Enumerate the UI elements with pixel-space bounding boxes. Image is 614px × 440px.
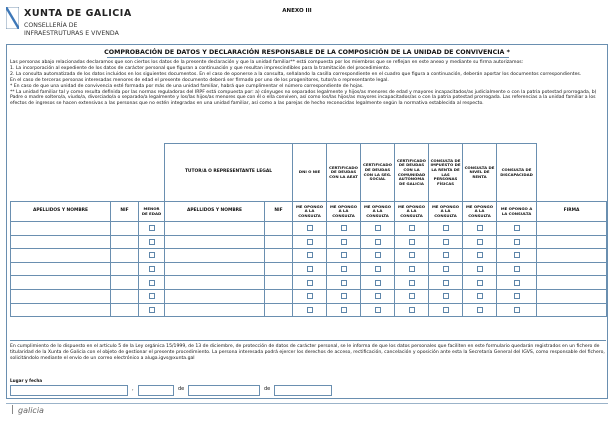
comma-separator: , <box>132 386 134 392</box>
checkbox[interactable] <box>341 266 347 272</box>
checkbox-cell <box>139 262 165 276</box>
oppose-label: ME OPONGO A LA CONSULTA <box>429 202 463 222</box>
checkbox[interactable] <box>409 225 415 231</box>
checkbox[interactable] <box>375 239 381 245</box>
checkbox[interactable] <box>514 280 520 286</box>
checkbox[interactable] <box>409 252 415 258</box>
checkbox-cell <box>327 276 361 290</box>
table-row <box>11 262 607 276</box>
checkbox-cell <box>497 235 537 249</box>
checkbox-cell <box>497 249 537 263</box>
checkbox-cell <box>429 249 463 263</box>
checkbox-cell <box>293 289 327 303</box>
checkbox[interactable] <box>307 293 313 299</box>
checkbox[interactable] <box>409 239 415 245</box>
checkbox-cell <box>361 276 395 290</box>
checkbox-cell <box>293 249 327 263</box>
checkbox[interactable] <box>341 280 347 286</box>
checkbox[interactable] <box>149 225 155 231</box>
checkbox[interactable] <box>409 266 415 272</box>
checkbox-cell <box>327 289 361 303</box>
checkbox-cell <box>327 222 361 236</box>
text-cell[interactable] <box>111 276 139 290</box>
checkbox-cell <box>429 235 463 249</box>
signature-cell[interactable] <box>537 222 607 236</box>
checkbox[interactable] <box>409 293 415 299</box>
checkbox[interactable] <box>443 239 449 245</box>
oppose-label: ME OPONGO A LA CONSULTA <box>497 202 537 222</box>
checkbox[interactable] <box>375 225 381 231</box>
checkbox-cell <box>327 249 361 263</box>
checkbox-cell <box>395 289 429 303</box>
checkbox-cell <box>293 303 327 317</box>
intro-paragraph: 2. La consulta automatizada de los datos incluidos en los siguientes documentos. En el caso de oponerse a la consulta, señalando la casilla correspondiente en el cuadro que figura a continuación, deberán aportar los documentos correspondientes. <box>10 71 582 77</box>
checkbox[interactable] <box>149 280 155 286</box>
table-header-row <box>11 144 607 202</box>
checkbox-cell <box>497 289 537 303</box>
signature-cell[interactable] <box>537 303 607 317</box>
oppose-label: ME OPONGO A LA CONSULTA <box>361 202 395 222</box>
year-field[interactable] <box>274 385 332 396</box>
checkbox[interactable] <box>443 252 449 258</box>
checkbox-cell <box>139 222 165 236</box>
intro-paragraph: * En caso de que una unidad de convivencia esté formada por más de una unidad familiar, habrá que cumplimentar el número correspondiente de hojas. <box>10 83 364 89</box>
department-name: CONSELLERÍA DE INFRAESTRUTURAS E VIVENDA <box>24 22 119 37</box>
checkbox[interactable] <box>307 252 313 258</box>
table-row <box>11 249 607 263</box>
checkbox[interactable] <box>477 293 483 299</box>
checkbox[interactable] <box>443 266 449 272</box>
checkbox-cell <box>429 222 463 236</box>
text-cell[interactable] <box>11 235 111 249</box>
de-separator: de <box>178 386 185 392</box>
checkbox-cell <box>497 262 537 276</box>
checkbox-cell <box>463 222 497 236</box>
checkbox-cell <box>497 303 537 317</box>
checkbox-cell <box>361 235 395 249</box>
signature-cell[interactable] <box>537 276 607 290</box>
checkbox-cell <box>395 262 429 276</box>
text-cell[interactable] <box>111 235 139 249</box>
col-tutor-nif: NIF <box>265 202 293 222</box>
checkbox[interactable] <box>149 252 155 258</box>
text-cell[interactable] <box>165 276 265 290</box>
checkbox-cell <box>293 222 327 236</box>
checkbox[interactable] <box>375 252 381 258</box>
checkbox-cell <box>361 262 395 276</box>
checkbox[interactable] <box>477 252 483 258</box>
checkbox[interactable] <box>341 239 347 245</box>
col-tutor-apellidos: APELLIDOS Y NOMBRE <box>165 202 265 222</box>
text-cell[interactable] <box>11 222 111 236</box>
text-cell[interactable] <box>165 222 265 236</box>
text-cell[interactable] <box>265 262 293 276</box>
text-cell[interactable] <box>265 249 293 263</box>
col-galicia: CERTIFICADO DE DEUDAS CON LA COMUNIDAD AUTÓNOMA DE GALICIA <box>395 144 429 202</box>
galicia-flag-icon <box>6 7 19 29</box>
checkbox-cell <box>395 276 429 290</box>
checkbox[interactable] <box>307 266 313 272</box>
text-cell[interactable] <box>111 222 139 236</box>
col-menor: MENOR DE EDAD <box>139 202 165 222</box>
text-cell[interactable] <box>165 262 265 276</box>
checkbox-cell <box>497 222 537 236</box>
col-discapacidad: CONSULTA DE DISCAPACIDAD <box>497 144 537 202</box>
checkbox-cell <box>429 276 463 290</box>
checkbox-cell <box>463 262 497 276</box>
table-body <box>11 222 607 317</box>
place-field[interactable] <box>10 385 128 396</box>
checkbox-cell <box>139 249 165 263</box>
checkbox[interactable] <box>477 225 483 231</box>
checkbox-cell <box>139 235 165 249</box>
signature-cell[interactable] <box>537 289 607 303</box>
checkbox[interactable] <box>477 239 483 245</box>
signature-cell[interactable] <box>537 262 607 276</box>
signature-cell[interactable] <box>537 249 607 263</box>
text-cell[interactable] <box>111 262 139 276</box>
checkbox[interactable] <box>443 293 449 299</box>
col-apellidos: APELLIDOS Y NOMBRE <box>11 202 111 222</box>
checkbox[interactable] <box>514 307 520 313</box>
checkbox[interactable] <box>409 307 415 313</box>
checkbox-cell <box>463 303 497 317</box>
checkbox-cell <box>327 235 361 249</box>
text-cell[interactable] <box>11 262 111 276</box>
checkbox-cell <box>139 289 165 303</box>
checkbox[interactable] <box>443 280 449 286</box>
legal-notice <box>10 344 606 362</box>
intro-text <box>10 60 606 107</box>
checkbox-cell <box>429 303 463 317</box>
oppose-label: ME OPONGO A LA CONSULTA <box>463 202 497 222</box>
month-field[interactable] <box>188 385 260 396</box>
checkbox-cell <box>429 289 463 303</box>
signature-cell[interactable] <box>537 235 607 249</box>
checkbox-cell <box>293 235 327 249</box>
checkbox[interactable] <box>307 307 313 313</box>
checkbox[interactable] <box>307 225 313 231</box>
checkbox-cell <box>395 222 429 236</box>
col-dni: DNI O NIE <box>293 144 327 202</box>
text-cell[interactable] <box>111 249 139 263</box>
intro-paragraph: En el caso de terceras personas interesadas menores de edad el presente documento deberá ser firmado por uno de los progenitores, tutor/a o representante legal. <box>10 77 389 83</box>
text-cell[interactable] <box>11 276 111 290</box>
checkbox-cell <box>463 289 497 303</box>
checkbox[interactable] <box>375 266 381 272</box>
text-cell[interactable] <box>11 289 111 303</box>
form-title: COMPROBACIÓN DE DATOS Y DECLARACIÓN RESPONSABLE DE LA COMPOSICIÓN DE LA UNIDAD DE CONVIVENCIA * <box>104 49 510 56</box>
table-row <box>11 222 607 236</box>
checkbox-cell <box>361 249 395 263</box>
checkbox[interactable] <box>477 266 483 272</box>
checkbox-cell <box>361 289 395 303</box>
checkbox[interactable] <box>443 225 449 231</box>
members-table <box>10 143 607 317</box>
checkbox[interactable] <box>514 225 520 231</box>
text-cell[interactable] <box>11 303 111 317</box>
footer-divider <box>6 403 608 404</box>
checkbox[interactable] <box>409 280 415 286</box>
checkbox-cell <box>463 276 497 290</box>
checkbox[interactable] <box>514 266 520 272</box>
checkbox-cell <box>429 262 463 276</box>
text-cell[interactable] <box>265 235 293 249</box>
checkbox-cell <box>327 303 361 317</box>
checkbox-cell <box>395 303 429 317</box>
checkbox[interactable] <box>375 307 381 313</box>
oppose-label: ME OPONGO A LA CONSULTA <box>327 202 361 222</box>
checkbox[interactable] <box>477 307 483 313</box>
checkbox-cell <box>361 303 395 317</box>
checkbox-cell <box>139 276 165 290</box>
de-separator: de <box>264 386 271 392</box>
intro-paragraph: ** La unidad familiar tal y como resulta definida por las normas reguladoras del IRPF está compuesta por: a) cónyuges no separados legalmente y hijos/as menores de edad y mayores incapacitados/as judicialmente o con la patria potestad prorrogada, b) Padre o madre soltero/a, viudo/a, divorciado/a o separado/a legalmente y los/las hijos/as menores que con él o ella conviven, así como los/las hijos/as mayores incapacitados/as o con la patria potestad prorrogada. Las referencias a la unidad familiar a los efectos de ingresos se hacen extensivas a las personas que no estén integradas en una unidad familiar, así como a las parejas de hecho reconocidas legalmente según la normativa establecida al respecto. <box>10 89 597 107</box>
checkbox[interactable] <box>341 252 347 258</box>
text-cell[interactable] <box>165 249 265 263</box>
checkbox-cell <box>327 262 361 276</box>
legal-text: En cumplimiento de lo dispuesto en el artículo 5 de la Ley orgánica 15/1999, de 13 de diciembre, de protección de datos de carácter personal, se le informa de que los datos personales que faciliten en este formulario quedarán registrados en un fichero de titularidad de la Xunta de Galicia con el objeto de gestionar el presente procedimiento. La persona interesada podrá ejercer los derechos de acceso, rectificación, cancelación y oposición ante esta la Secretaría General del IGVS, como responsable del fichero, solicitándolo mediante el envío de un correo electrónico a aluga.igvs@xunta.gal <box>10 344 605 361</box>
text-cell[interactable] <box>165 289 265 303</box>
checkbox[interactable] <box>443 307 449 313</box>
col-renta: CONSULTA DE NIVEL DE RENTA <box>463 144 497 202</box>
form-frame <box>6 44 608 399</box>
intro-paragraph: 1. La incorporación al expediente de los datos de carácter personal que figuran a continuación y que resultan imprescindibles para la tramitación del procedimiento. <box>10 65 391 71</box>
text-cell[interactable] <box>265 289 293 303</box>
checkbox[interactable] <box>149 307 155 313</box>
tutor-header: TUTOR/A O REPRESENTANTE LEGAL <box>165 144 293 202</box>
checkbox-cell <box>395 249 429 263</box>
col-ss: CERTIFICADO DE DEUDAS CON LA SEG. SOCIAL <box>361 144 395 202</box>
text-cell[interactable] <box>265 303 293 317</box>
text-cell[interactable] <box>111 303 139 317</box>
checkbox-cell <box>139 303 165 317</box>
table-row <box>11 303 607 317</box>
col-nif: NIF <box>111 202 139 222</box>
checkbox[interactable] <box>341 225 347 231</box>
checkbox[interactable] <box>149 239 155 245</box>
annex-label: ANEXO III <box>282 8 312 14</box>
checkbox[interactable] <box>307 239 313 245</box>
text-cell[interactable] <box>111 289 139 303</box>
checkbox-cell <box>361 222 395 236</box>
checkbox[interactable] <box>341 293 347 299</box>
checkbox[interactable] <box>477 280 483 286</box>
text-cell[interactable] <box>265 276 293 290</box>
checkbox[interactable] <box>149 293 155 299</box>
table-row <box>11 289 607 303</box>
checkbox[interactable] <box>514 252 520 258</box>
text-cell[interactable] <box>165 235 265 249</box>
table-row <box>11 235 607 249</box>
xunta-logo <box>6 3 226 41</box>
oppose-label: ME OPONGO A LA CONSULTA <box>395 202 429 222</box>
galicia-brand-logo: galicia <box>12 405 44 415</box>
checkbox[interactable] <box>514 293 520 299</box>
checkbox[interactable] <box>375 280 381 286</box>
col-firma: FIRMA <box>537 202 607 222</box>
checkbox[interactable] <box>514 239 520 245</box>
checkbox-cell <box>293 276 327 290</box>
intro-paragraph: Las personas abajo relacionadas declaramos que son ciertos los datos de la presente declaración y que la unidad familiar** está compuesta por los miembros que se reflejan en este anexo y mediante su firma autorizamos: <box>10 60 524 65</box>
checkbox[interactable] <box>375 293 381 299</box>
text-cell[interactable] <box>265 222 293 236</box>
place-date-label: Lugar y fecha <box>10 378 43 383</box>
checkbox[interactable] <box>307 280 313 286</box>
checkbox-cell <box>463 249 497 263</box>
checkbox[interactable] <box>149 266 155 272</box>
checkbox[interactable] <box>341 307 347 313</box>
text-cell[interactable] <box>165 303 265 317</box>
checkbox-cell <box>395 235 429 249</box>
table-row <box>11 276 607 290</box>
col-aeat: CERTIFICADO DE DEUDAS CON LA AEAT <box>327 144 361 202</box>
checkbox-cell <box>463 235 497 249</box>
oppose-label: ME OPONGO A LA CONSULTA <box>293 202 327 222</box>
title-divider <box>107 57 509 58</box>
day-field[interactable] <box>138 385 174 396</box>
text-cell[interactable] <box>11 249 111 263</box>
table-subheader-row <box>11 202 607 222</box>
brand-mark-icon <box>12 405 17 414</box>
checkbox-cell <box>497 276 537 290</box>
checkbox-cell <box>293 262 327 276</box>
org-name: XUNTA DE GALICIA <box>24 8 132 19</box>
col-irpf: CONSULTA DE IMPUESTO DE LA RENTA DE LAS PERSONAS FÍSICAS <box>429 144 463 202</box>
legal-divider <box>10 340 606 341</box>
